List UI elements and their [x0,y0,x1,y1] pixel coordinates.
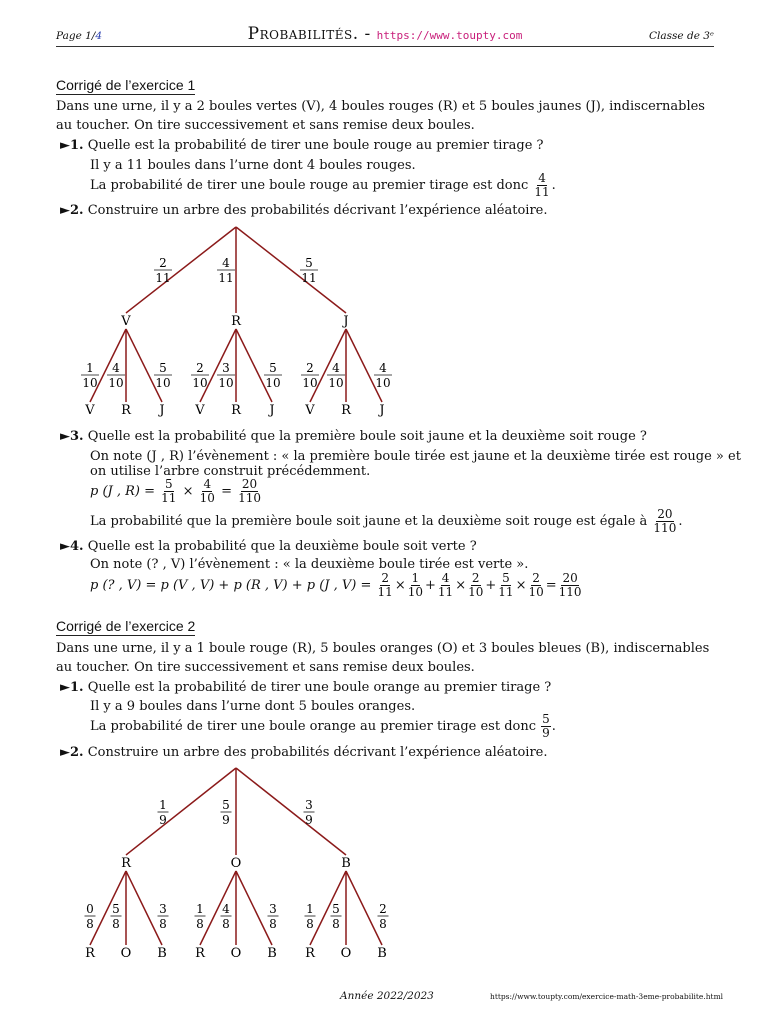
branch-denominator: 8 [112,917,120,931]
fraction: $\frac{4}{11}$ [534,171,550,199]
ex1-q2: ►2. Construire un arbre des probabilités décrivant l’expérience aléatoire. [60,203,548,218]
ex1-q1-answer-1: Il y a 11 boules dans l’urne dont 4 boules rouges. [90,158,416,173]
fraction: $\frac{5}{9}$ [542,712,550,740]
tree-node-level-2: J [379,403,385,418]
branch-probability-level-1 [221,798,232,827]
branch-denominator: 9 [159,813,167,827]
tree-node-level-2: R [305,946,315,961]
branch-numerator: 0 [86,902,94,916]
branch-probability-level-2 [378,902,389,931]
branch-denominator: 9 [305,813,313,827]
branch-numerator: 5 [305,256,313,270]
tree-node-level-1: O [230,856,242,871]
page-number: Page 1/4 [56,30,103,42]
ex2-q1: ►1. Quelle est la probabilité de tirer une boule orange au premier tirage ? [60,680,552,695]
branch-probability-level-2 [327,361,345,390]
branch-denominator: 8 [196,917,204,931]
tree-branch-level-2 [346,871,382,945]
branch-probability-level-2 [221,902,232,931]
tree-node-level-1: R [121,856,131,871]
branch-probability-level-1 [304,798,315,827]
branch-denominator: 11 [301,271,317,285]
tree-node-level-2: V [195,403,205,418]
branch-denominator: 8 [269,917,277,931]
tree-node-level-2: O [120,946,132,961]
tree-node-level-2: J [159,403,165,418]
exercise-2-heading: Corrigé de l’exercice 2 [56,618,196,634]
branch-probability-level-2 [85,902,96,931]
tree-branch-level-2 [310,871,346,945]
ex2-q1-answer-2: La probabilité de tirer une boule orange au premier tirage est donc $\frac{5}{9}$ . [90,712,556,740]
tree-branch-level-1 [236,768,346,855]
footer-url-link[interactable]: https://www.toupty.com/exercice-math-3eme-probabilite.html [490,992,724,1001]
exercise-2-intro: Dans une urne, il y a 1 boule rouge (R), 5 boules oranges (O) et 3 boules bleues (B), indiscernables au toucher. On tire successivement et sans remise deux boules. [56,641,710,675]
tree-node-level-2: R [121,403,131,418]
branch-numerator: 3 [269,902,277,916]
branch-numerator: 4 [222,902,230,916]
tree-branch-level-2 [200,871,236,945]
tree-node-level-1: J [343,314,349,329]
branch-probability-level-1 [300,256,318,285]
branch-numerator: 1 [196,902,204,916]
ex1-q1-answer-2: La probabilité de tirer une boule rouge au premier tirage est donc $\frac{4}{11}$ . [90,171,556,199]
tree-node-level-2: B [377,946,387,961]
branch-denominator: 10 [328,376,344,390]
branch-numerator: 5 [222,798,230,812]
branch-numerator: 1 [159,798,167,812]
branch-numerator: 5 [112,902,120,916]
tree-node-level-2: R [231,403,241,418]
tree-branch-level-2 [310,329,346,402]
tree-branch-level-2 [346,329,382,402]
branch-numerator: 3 [159,902,167,916]
tree-node-level-2: V [85,403,95,418]
branch-probability-level-2 [154,361,172,390]
tree-branch-level-2 [236,329,272,402]
tree-node-level-2: O [230,946,242,961]
branch-numerator: 4 [379,361,387,375]
branch-probability-level-2 [264,361,282,390]
branch-numerator: 4 [332,361,340,375]
branch-denominator: 8 [306,917,314,931]
branch-denominator: 10 [155,376,171,390]
branch-denominator: 11 [218,271,234,285]
branch-probability-level-2 [268,902,279,931]
branch-numerator: 3 [222,361,230,375]
branch-denominator: 8 [379,917,387,931]
tree-branch-level-2 [126,871,162,945]
ex1-q3-answer-1: On note (J , R) l’évènement : « la première boule tirée est jaune et la deuxième tirée est rouge » et [90,449,741,464]
ex1-q4-formula: p (? , V) = p (V , V) + p (R , V) + p (J , V) = $\frac{2}{11}$ × $\frac{1}{10}$ + $\frac{4}{11}$ × $\frac{2}{10}$ + $\frac{5}{11}$ × $\frac{2}{10}$ = $\frac{20}{110}$ [90,571,582,599]
branch-probability-level-2 [331,902,342,931]
branch-probability-level-2 [195,902,206,931]
tree-node-level-2: R [85,946,95,961]
tree-node-level-1: V [121,314,131,329]
branch-probability-level-2 [217,361,235,390]
tree-branch-level-2 [90,871,126,945]
branch-probability-level-2 [107,361,125,390]
probability-tree-exercise-1 [81,227,392,418]
tree-node-level-1: R [231,314,241,329]
branch-numerator: 1 [306,902,314,916]
branch-probability-level-2 [81,361,99,390]
exercise-1-heading: Corrigé de l’exercice 1 [56,77,196,93]
branch-numerator: 2 [306,361,314,375]
branch-numerator: 4 [222,256,230,270]
ex1-q3-answer-2: on utilise l’arbre construit précédemment. [90,464,371,479]
branch-denominator: 9 [222,813,230,827]
header-url-link[interactable]: https://www.toupty.com [376,29,523,42]
branch-denominator: 8 [332,917,340,931]
tree-branch-level-2 [200,329,236,402]
branch-numerator: 2 [379,902,387,916]
branch-denominator: 10 [218,376,234,390]
exercise-1-intro: Dans une urne, il y a 2 boules vertes (V), 4 boules rouges (R) et 5 boules jaunes (J), indiscernables au toucher. On tire successivement et sans remise deux boules. [56,99,705,133]
branch-numerator: 3 [305,798,313,812]
footer-year: Année 2022/2023 [340,990,434,1002]
branch-numerator: 5 [269,361,277,375]
ex1-q1: ►1. Quelle est la probabilité de tirer une boule rouge au premier tirage ? [60,138,544,153]
ex1-q3-conclusion: La probabilité que la première boule soit jaune et la deuxième soit rouge est égale à $\frac{20}{110}$ . [90,507,683,535]
branch-probability-level-2 [374,361,392,390]
branch-probability-level-2 [158,902,169,931]
tree-node-level-2: R [341,403,351,418]
tree-node-level-2: J [269,403,275,418]
ex1-q3: ►3. Quelle est la probabilité que la première boule soit jaune et la deuxième soit rouge ? [60,429,647,444]
tree-branch-level-1 [236,227,346,313]
branch-numerator: 5 [159,361,167,375]
class-label: Classe de 3ᵉ [649,30,714,42]
tree-branch-level-2 [126,329,162,402]
ex2-q2: ►2. Construire un arbre des probabilités décrivant l’expérience aléatoire. [60,745,548,760]
branch-denominator: 8 [222,917,230,931]
branch-denominator: 10 [108,376,124,390]
ex2-q1-answer-1: Il y a 9 boules dans l’urne dont 5 boules oranges. [90,699,416,714]
branch-denominator: 10 [192,376,208,390]
branch-numerator: 2 [159,256,167,270]
branch-numerator: 2 [196,361,204,375]
ex1-q4-answer-1: On note (? , V) l’évènement : « la deuxième boule tirée est verte ». [90,557,529,572]
branch-numerator: 4 [112,361,120,375]
branch-denominator: 10 [82,376,98,390]
tree-node-level-2: B [267,946,277,961]
branch-denominator: 11 [155,271,171,285]
page-title: Probabilités. - https://www.toupty.com [247,24,523,44]
branch-denominator: 10 [302,376,318,390]
probability-tree-exercise-2 [85,768,389,961]
branch-probability-level-2 [111,902,122,931]
tree-branch-level-2 [236,871,272,945]
branch-probability-level-1 [217,256,235,285]
tree-branch-level-2 [90,329,126,402]
branch-probability-level-2 [301,361,319,390]
branch-denominator: 8 [159,917,167,931]
branch-probability-level-2 [191,361,209,390]
branch-denominator: 10 [265,376,281,390]
branch-probability-level-2 [305,902,316,931]
tree-branch-level-1 [126,768,236,855]
branch-probability-level-1 [154,256,172,285]
ex1-q4: ►4. Quelle est la probabilité que la deuxième boule soit verte ? [60,539,477,554]
tree-node-level-2: R [195,946,205,961]
tree-node-level-2: V [305,403,315,418]
branch-numerator: 1 [86,361,94,375]
branch-denominator: 8 [86,917,94,931]
branch-numerator: 5 [332,902,340,916]
branch-denominator: 10 [375,376,391,390]
tree-node-level-2: O [340,946,352,961]
tree-node-level-1: B [341,856,351,871]
tree-node-level-2: B [157,946,167,961]
ex1-q3-formula: p (J , R) = $\frac{5}{11}$ × $\frac{4}{10}$ = $\frac{20}{110}$ [90,477,262,505]
